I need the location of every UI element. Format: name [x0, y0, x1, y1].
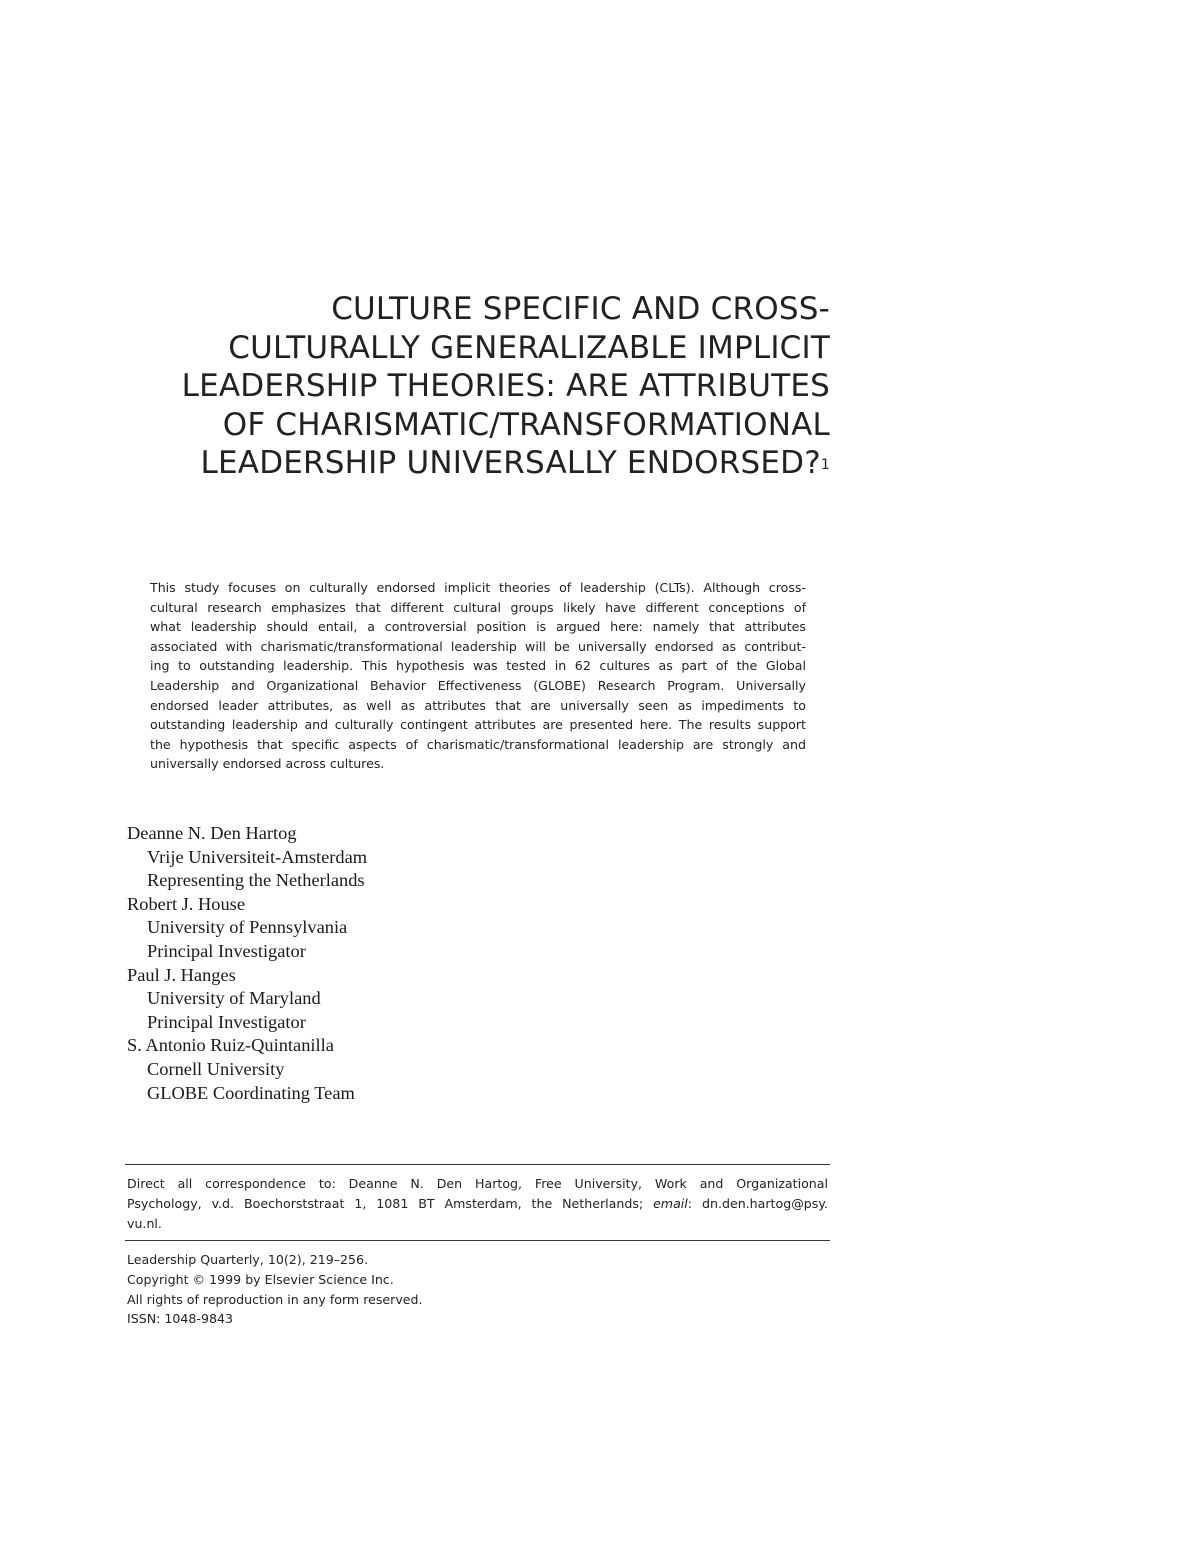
issn: ISSN: 1048-9843: [127, 1311, 234, 1327]
author-role: Principal Investigator: [147, 1011, 306, 1032]
title-footnote-marker: 1: [820, 457, 830, 473]
author-role: Representing the Netherlands: [147, 870, 365, 891]
title-line: [150, 444, 830, 483]
correspondence-note: [127, 1174, 828, 1233]
author-role: GLOBE Coordinating Team: [147, 1082, 355, 1103]
abstract-line: the hypothesis that specific aspects of charismatic/transformational leadership are strongly and: [150, 736, 806, 752]
abstract-line: associated with charismatic/transformational leadership will be universally endorsed as contribut-: [150, 638, 806, 654]
divider: [125, 1164, 830, 1165]
author-name: Robert J. House: [127, 893, 245, 914]
author-name: Deanne N. Den Hartog: [127, 823, 297, 843]
correspondence-address: Psychology, v.d. Boechorststraat 1, 1081 BT Amsterdam, the Netherlands;: [127, 1195, 654, 1211]
author-role: Principal Investigator: [147, 940, 306, 961]
correspondence-line: [127, 1194, 828, 1214]
email-label: email: [653, 1195, 688, 1211]
correspondence-line: Direct all correspondence to: Deanne N. Den Hartog, Free University, Work and Organizational: [127, 1176, 828, 1191]
publication-info: [127, 1250, 423, 1329]
author-name: S. Antonio Ruiz-Quintanilla: [127, 1035, 334, 1056]
copyright-notice: Copyright © 1999 by Elsevier Science Inc.: [127, 1271, 394, 1287]
abstract-line: This study focuses on culturally endorsed implicit theories of leadership (CLTs). Although cross-: [150, 580, 806, 595]
email-address: : dn.den.hartog@psy.: [687, 1195, 828, 1211]
article-title: [150, 290, 830, 483]
author-name: Paul J. Hanges: [127, 964, 236, 985]
title-line: LEADERSHIP THEORIES: ARE ATTRIBUTES: [181, 368, 830, 404]
abstract-line: cultural research emphasizes that different cultural groups likely have different conceptions of: [150, 599, 806, 615]
author-affiliation: Cornell University: [147, 1058, 285, 1079]
title-line: CULTURALLY GENERALIZABLE IMPLICIT: [228, 329, 830, 366]
title-line-text: LEADERSHIP UNIVERSALLY ENDORSED?: [200, 445, 821, 481]
title-line: OF CHARISMATIC/TRANSFORMATIONAL: [222, 406, 830, 443]
author-affiliation: University of Maryland: [147, 988, 321, 1009]
journal-citation: Leadership Quarterly, 10(2), 219–256.: [127, 1252, 369, 1267]
correspondence-line: vu.nl.: [127, 1215, 162, 1231]
abstract-line: universally endorsed across cultures.: [150, 756, 385, 772]
divider: [125, 1240, 830, 1241]
abstract: [150, 578, 806, 774]
title-line: CULTURE SPECIFIC AND CROSS-: [331, 291, 830, 327]
abstract-line: endorsed leader attributes, as well as attributes that are universally seen as impediments to: [150, 697, 806, 713]
author-list: [127, 822, 367, 1105]
rights-notice: All rights of reproduction in any form reserved.: [127, 1291, 423, 1307]
author-affiliation: Vrije Universiteit-Amsterdam: [147, 846, 368, 867]
abstract-line: what leadership should entail, a controversial position is argued here: namely that attributes: [150, 619, 806, 635]
abstract-line: ing to outstanding leadership. This hypothesis was tested in 62 cultures as part of the Global: [150, 658, 806, 674]
abstract-line: Leadership and Organizational Behavior Effectiveness (GLOBE) Research Program. Universally: [150, 677, 806, 693]
author-affiliation: University of Pennsylvania: [147, 917, 348, 938]
abstract-line: outstanding leadership and culturally contingent attributes are presented here. The results support: [150, 717, 806, 733]
